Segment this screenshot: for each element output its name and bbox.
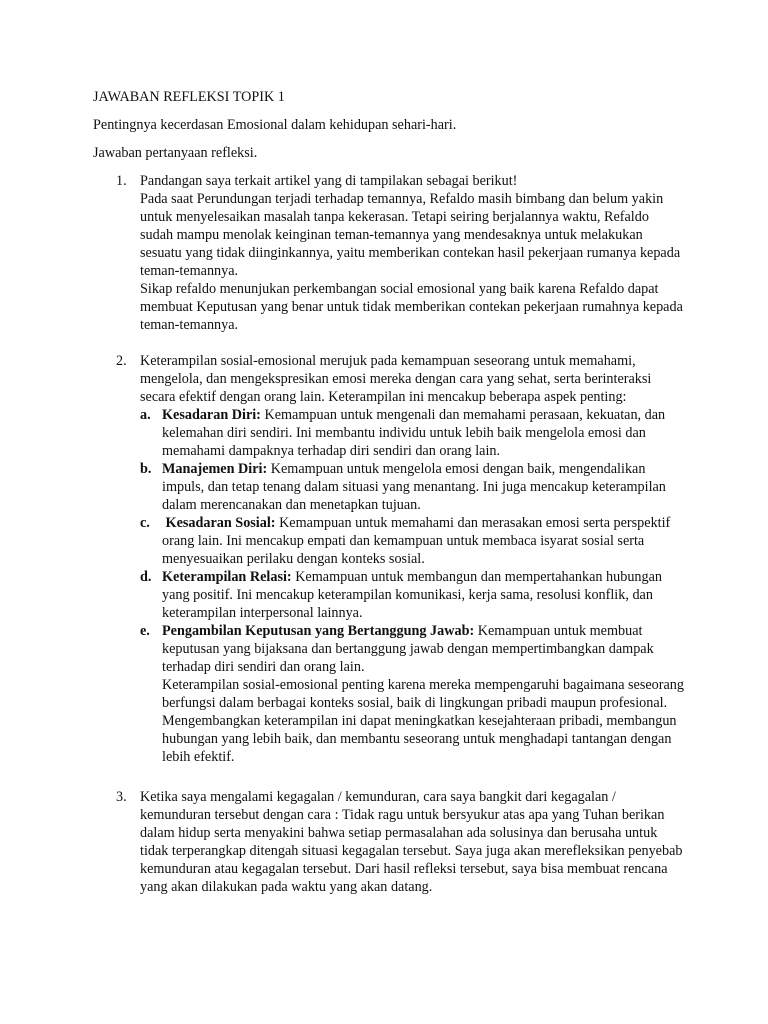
subitem-a: [140, 406, 685, 460]
list-number: 3.: [116, 789, 127, 805]
subitem-term: Manajemen Diri:: [162, 461, 268, 477]
subitem-letter: c.: [140, 515, 150, 531]
item-2-intro: Keterampilan sosial-emosional merujuk pada kemampuan seseorang untuk memahami, mengelola, dan mengekspresikan emosi mereka dengan cara yang sehat, serta berinteraksi secara efektif dengan orang lain. Keterampilan ini mencakup beberapa aspek penting:: [140, 353, 652, 405]
subitem-text: Kemampuan untuk memahami dan merasakan emosi serta perspektif orang lain. Ini mencakup empati dan kemampuan untuk membaca isyarat sosial serta menyesuaikan perilaku dengan konteks sosial.: [162, 515, 671, 567]
subitem-letter: b.: [140, 461, 152, 477]
item-1-paragraph-3: Sikap refaldo menunjukan perkembangan social emosional yang baik karena Refaldo dapat membuat Keputusan yang benar untuk tidak memberikan contekan pekerjaan rumahnya kepada teman-temannya.: [140, 281, 683, 333]
subitem-letter: d.: [140, 569, 152, 585]
subitem-e-extra: Keterampilan sosial-emosional penting karena mereka mempengaruhi bagaimana seseorang berfungsi dalam berbagai konteks sosial, baik di lingkungan pribadi maupun profesional. Mengembangkan keterampilan ini dapat meningkatkan kesejahteraan pribadi, membangun hubungan yang lebih baik, dan membantu seseorang untuk menghadapi tantangan dengan lebih efektif.: [162, 677, 684, 765]
subitem-c: [140, 514, 685, 568]
item-1-paragraph-2: Pada saat Perundungan terjadi terhadap temannya, Refaldo masih bimbang dan belum yakin untuk menyelesaikan masalah tanpa kekerasan. Tetapi seiring berjalannya waktu, Refaldo sudah mampu menolak keinginan teman-temannya yang mendesaknya untuk melakukan sesuatu yang tidak diinginkannya, yaitu memberikan contekan hasil pekerjaan rumanya kepada teman-temannya.: [140, 191, 681, 279]
item-3-paragraph: Ketika saya mengalami kegagalan / kemunduran, cara saya bangkit dari kegagalan / kemunduran tersebut dengan cara : Tidak ragu untuk bersyukur atas apa yang Tuhan berikan dalam hidup serta menyakini bahwa setiap permasalahan ada solusinya dan berusaha untuk tidak terperangkap ditengah situasi kegagalan tersebut. Saya juga akan merefleksikan penyebab kemunduran atau kegagalan tersebut. Dari hasil refleksi tersebut, saya bisa membuat rencana yang akan dilakukan pada waktu yang akan datang.: [140, 789, 683, 895]
item-1-line-1: Pandangan saya terkait artikel yang di tampilakan sebagai berikut!: [140, 173, 518, 189]
subitem-term: Pengambilan Keputusan yang Bertanggung Jawab:: [162, 623, 475, 639]
document-subtitle: Pentingnya kecerdasan Emosional dalam kehidupan sehari-hari.: [93, 117, 457, 133]
subitem-term: Kesadaran Sosial:: [162, 515, 276, 531]
list-item-1: [116, 172, 685, 334]
subitem-term: Keterampilan Relasi:: [162, 569, 292, 585]
subitem-b: [140, 460, 685, 514]
document-intro: Jawaban pertanyaan refleksi.: [93, 145, 258, 161]
subitem-e: [140, 622, 685, 766]
subitem-letter: a.: [140, 407, 151, 423]
subitem-letter: e.: [140, 623, 150, 639]
subitem-text: Kemampuan untuk membuat keputusan yang bijaksana dan bertanggung jawab dengan mempertimbangkan dampak terhadap diri sendiri dan orang lain.: [162, 623, 654, 675]
subitem-term: Kesadaran Diri:: [162, 407, 261, 423]
list-number: 1.: [116, 173, 127, 189]
list-number: 2.: [116, 353, 127, 369]
subitem-text: Kemampuan untuk mengenali dan memahami perasaan, kekuatan, dan kelemahan diri sendiri. Ini membantu individu untuk lebih baik mengelola emosi dan memahami dampaknya terhadap diri sendiri dan orang lain.: [162, 407, 666, 459]
subitem-text: Kemampuan untuk membangun dan mempertahankan hubungan yang positif. Ini mencakup keterampilan komunikasi, kerja sama, resolusi konflik, dan keterampilan interpersonal lainnya.: [162, 569, 662, 621]
subitem-text: Kemampuan untuk mengelola emosi dengan baik, mengendalikan impuls, dan tetap tenang dalam situasi yang menantang. Ini juga mencakup keterampilan dalam merencanakan dan menetapkan tujuan.: [162, 461, 666, 513]
subitem-d: [140, 568, 685, 622]
list-item-3: [116, 788, 685, 896]
document-title: JAWABAN REFLEKSI TOPIK 1: [93, 89, 285, 105]
list-item-2: [116, 352, 685, 766]
